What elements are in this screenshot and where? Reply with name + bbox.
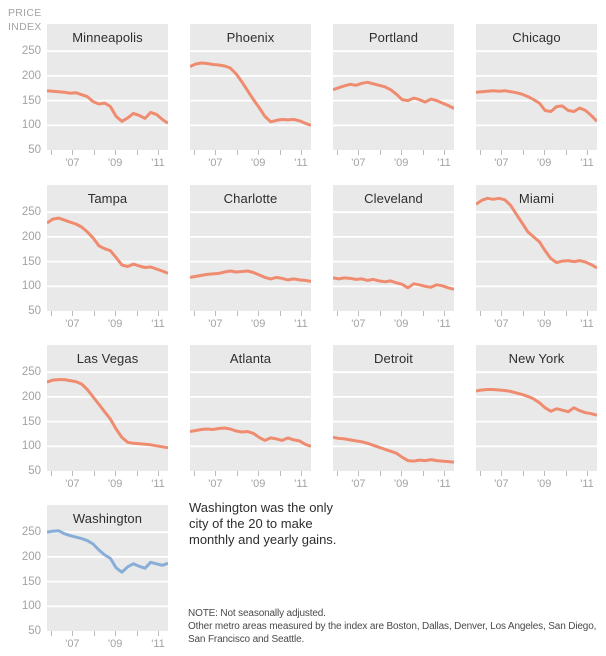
x-axis-label: '09 — [251, 318, 266, 330]
x-axis-tick — [280, 471, 281, 476]
panel-cleveland — [333, 185, 454, 311]
x-axis-label: '11 — [294, 318, 308, 330]
x-axis-label: '11 — [580, 318, 594, 330]
x-axis-label: '09 — [537, 478, 552, 490]
x-axis-tick — [301, 471, 302, 476]
footnote-line: NOTE: Not seasonally adjusted. — [188, 608, 326, 619]
panel-charlotte — [190, 185, 311, 311]
x-axis-label: '07 — [494, 157, 509, 169]
x-axis-tick — [480, 150, 481, 155]
x-axis-label: '11 — [151, 318, 165, 330]
x-axis-tick — [301, 150, 302, 155]
price-line — [190, 428, 311, 446]
x-axis-label: '09 — [251, 478, 266, 490]
y-axis-label: 150 — [21, 94, 41, 107]
price-line — [190, 271, 311, 281]
x-axis-label: '09 — [537, 318, 552, 330]
x-axis-tick — [501, 150, 502, 155]
x-axis-tick — [337, 311, 338, 316]
x-axis-tick — [587, 471, 588, 476]
panel-minneapolis — [47, 24, 168, 150]
x-axis-tick — [523, 311, 524, 316]
panel-new-york — [476, 345, 597, 471]
x-axis-tick — [258, 311, 259, 316]
y-axis-label: 250 — [21, 206, 41, 219]
x-axis-tick — [258, 471, 259, 476]
x-axis-tick — [215, 150, 216, 155]
price-line-chart — [47, 345, 168, 471]
x-axis-label: '11 — [294, 478, 308, 490]
x-axis-tick — [158, 150, 159, 155]
x-axis-phoenix — [190, 150, 311, 174]
price-line — [47, 531, 168, 573]
x-axis-label: '07 — [65, 157, 80, 169]
x-axis-tick — [137, 631, 138, 636]
x-axis-tick — [337, 150, 338, 155]
x-axis-label: '07 — [351, 478, 366, 490]
panel-las-vegas — [47, 345, 168, 471]
x-axis-tick — [94, 471, 95, 476]
panel-title: Chicago — [512, 30, 561, 45]
x-axis-tick — [358, 150, 359, 155]
x-axis-label: '09 — [251, 157, 266, 169]
x-axis-tick — [501, 311, 502, 316]
x-axis-tick — [401, 311, 402, 316]
y-axis-label: 50 — [28, 305, 41, 317]
x-axis-tick — [423, 311, 424, 316]
price-line — [47, 218, 168, 273]
y-axis-label: 50 — [28, 144, 41, 156]
y-axis-label: 100 — [21, 119, 41, 132]
x-axis-tick — [115, 150, 116, 155]
annotation-line: Washington was the only — [189, 500, 334, 515]
x-axis-label: '07 — [65, 478, 80, 490]
x-axis-tick — [566, 150, 567, 155]
x-axis-tick — [51, 311, 52, 316]
y-axis-label: 250 — [21, 526, 41, 539]
x-axis-tick — [380, 150, 381, 155]
x-axis-label: '11 — [151, 638, 165, 650]
price-line-chart — [333, 24, 454, 150]
price-line-chart — [47, 24, 168, 150]
price-line — [476, 91, 597, 122]
x-axis-tick — [194, 471, 195, 476]
x-axis-tick — [544, 150, 545, 155]
x-axis-tick — [94, 631, 95, 636]
x-axis-tick — [115, 471, 116, 476]
footnote-line: San Francisco and Seattle. — [188, 633, 305, 645]
y-axis-label: 250 — [21, 366, 41, 379]
x-axis-tick — [423, 150, 424, 155]
x-axis-label: '07 — [208, 318, 223, 330]
x-axis-tick — [194, 150, 195, 155]
panel-title: Las Vegas — [76, 351, 139, 366]
panel-chicago — [476, 24, 597, 150]
washington-annotation — [189, 500, 359, 548]
price-line — [476, 198, 597, 268]
y-axis-unit-label — [8, 7, 42, 34]
x-axis-tick — [301, 311, 302, 316]
panel-title: Portland — [368, 30, 419, 45]
x-axis-tick — [358, 471, 359, 476]
x-axis-tick — [566, 311, 567, 316]
price-line-chart — [476, 345, 597, 471]
x-axis-label: '09 — [108, 638, 123, 650]
x-axis-tick — [158, 631, 159, 636]
price-line-chart — [47, 185, 168, 311]
x-axis-tick — [137, 150, 138, 155]
x-axis-tick — [115, 311, 116, 316]
x-axis-tick — [137, 471, 138, 476]
panel-title: New York — [508, 351, 565, 366]
x-axis-new-york — [476, 471, 597, 495]
x-axis-tick — [72, 311, 73, 316]
x-axis-label: '11 — [437, 157, 451, 169]
x-axis-chicago — [476, 150, 597, 174]
price-line-chart — [476, 185, 597, 311]
y-axis-label: 250 — [21, 45, 41, 58]
y-axis-label: 150 — [21, 575, 41, 588]
x-axis-label: '09 — [537, 157, 552, 169]
x-axis-atlanta — [190, 471, 311, 495]
x-axis-tick — [72, 631, 73, 636]
x-axis-tick — [115, 631, 116, 636]
panel-title: Minneapolis — [72, 30, 143, 45]
panel-title: Phoenix — [226, 30, 275, 45]
price-line — [190, 63, 311, 125]
x-axis-tick — [401, 471, 402, 476]
x-axis-tick — [380, 471, 381, 476]
price-line-chart — [333, 345, 454, 471]
x-axis-tick — [194, 311, 195, 316]
x-axis-tick — [566, 471, 567, 476]
x-axis-label: '09 — [108, 157, 123, 169]
y-axis-label: 50 — [28, 465, 41, 477]
x-axis-washington — [47, 631, 168, 655]
panel-tampa — [47, 185, 168, 311]
x-axis-label: '11 — [294, 157, 308, 169]
x-axis-label: '07 — [494, 478, 509, 490]
x-axis-tick — [358, 311, 359, 316]
x-axis-minneapolis — [47, 150, 168, 174]
y-axis-label: 100 — [21, 280, 41, 293]
panel-title: Atlanta — [229, 351, 272, 366]
x-axis-label: '09 — [394, 478, 409, 490]
x-axis-miami — [476, 311, 597, 335]
y-axis-label: 200 — [21, 69, 41, 82]
panel-phoenix — [190, 24, 311, 150]
y-axis-label: 150 — [21, 255, 41, 268]
y-axis-label: 200 — [21, 390, 41, 403]
x-axis-label: '09 — [108, 318, 123, 330]
price-line-chart — [47, 505, 168, 631]
panel-title: Detroit — [374, 351, 413, 366]
x-axis-label: '11 — [151, 157, 165, 169]
x-axis-tick — [215, 311, 216, 316]
x-axis-tick — [480, 311, 481, 316]
x-axis-label: '07 — [351, 157, 366, 169]
price-line-chart — [190, 185, 311, 311]
x-axis-tick — [237, 311, 238, 316]
x-axis-tick — [94, 311, 95, 316]
y-axis-unit-line1: PRICE — [8, 7, 42, 19]
x-axis-detroit — [333, 471, 454, 495]
panel-portland — [333, 24, 454, 150]
x-axis-cleveland — [333, 311, 454, 335]
price-line — [47, 380, 168, 448]
x-axis-tick — [401, 150, 402, 155]
x-axis-label: '09 — [108, 478, 123, 490]
y-axis-unit-line2: INDEX — [8, 20, 42, 33]
price-line-chart — [190, 24, 311, 150]
x-axis-tick — [337, 471, 338, 476]
x-axis-label: '11 — [437, 318, 451, 330]
y-axis-label: 200 — [21, 230, 41, 243]
x-axis-tick — [94, 150, 95, 155]
x-axis-tick — [51, 471, 52, 476]
price-line — [47, 91, 168, 124]
x-axis-tick — [215, 471, 216, 476]
x-axis-label: '09 — [394, 157, 409, 169]
y-axis-label: 100 — [21, 440, 41, 453]
panel-title: Miami — [518, 191, 555, 206]
x-axis-tick — [501, 471, 502, 476]
x-axis-tick — [587, 311, 588, 316]
price-line — [333, 437, 454, 462]
x-axis-tick — [280, 150, 281, 155]
x-axis-tick — [380, 311, 381, 316]
x-axis-tick — [523, 150, 524, 155]
annotation-line: monthly and yearly gains. — [189, 532, 337, 547]
x-axis-label: '07 — [208, 157, 223, 169]
x-axis-las-vegas — [47, 471, 168, 495]
x-axis-label: '07 — [351, 318, 366, 330]
x-axis-tick — [544, 311, 545, 316]
panel-atlanta — [190, 345, 311, 471]
x-axis-tick — [51, 631, 52, 636]
y-axis-label: 200 — [21, 550, 41, 563]
x-axis-label: '11 — [437, 478, 451, 490]
x-axis-tick — [237, 150, 238, 155]
x-axis-tick — [158, 471, 159, 476]
price-line-chart — [476, 24, 597, 150]
x-axis-tick — [51, 150, 52, 155]
annotation-line: city of the 20 to make — [189, 516, 313, 531]
x-axis-label: '11 — [580, 157, 594, 169]
x-axis-tick — [444, 150, 445, 155]
panel-title: Tampa — [87, 191, 128, 206]
x-axis-label: '09 — [394, 318, 409, 330]
x-axis-tick — [544, 471, 545, 476]
x-axis-tick — [480, 471, 481, 476]
price-line-chart — [333, 185, 454, 311]
price-line — [333, 278, 454, 289]
x-axis-tick — [444, 311, 445, 316]
price-line-chart — [190, 345, 311, 471]
footnote-line: Other metro areas measured by the index are Boston, Dallas, Denver, Los Angeles, San Diego, — [188, 620, 597, 632]
x-axis-tick — [72, 150, 73, 155]
x-axis-tampa — [47, 311, 168, 335]
panel-title: Washington — [72, 511, 143, 526]
x-axis-tick — [444, 471, 445, 476]
footnote — [188, 608, 603, 646]
x-axis-tick — [523, 471, 524, 476]
y-axis-label: 150 — [21, 415, 41, 428]
x-axis-tick — [72, 471, 73, 476]
x-axis-tick — [423, 471, 424, 476]
x-axis-label: '07 — [208, 478, 223, 490]
panel-title: Cleveland — [364, 191, 423, 206]
x-axis-tick — [137, 311, 138, 316]
panel-detroit — [333, 345, 454, 471]
x-axis-tick — [258, 150, 259, 155]
x-axis-label: '07 — [65, 638, 80, 650]
x-axis-label: '11 — [151, 478, 165, 490]
price-line — [476, 390, 597, 416]
x-axis-label: '07 — [494, 318, 509, 330]
x-axis-charlotte — [190, 311, 311, 335]
x-axis-tick — [587, 150, 588, 155]
price-line — [333, 82, 454, 108]
y-axis-label: 50 — [28, 625, 41, 637]
x-axis-tick — [280, 311, 281, 316]
x-axis-label: '11 — [580, 478, 594, 490]
x-axis-portland — [333, 150, 454, 174]
x-axis-tick — [237, 471, 238, 476]
x-axis-label: '07 — [65, 318, 80, 330]
x-axis-tick — [158, 311, 159, 316]
panel-miami — [476, 185, 597, 311]
panel-title: Charlotte — [223, 191, 278, 206]
panel-washington — [47, 505, 168, 631]
y-axis-label: 100 — [21, 600, 41, 613]
